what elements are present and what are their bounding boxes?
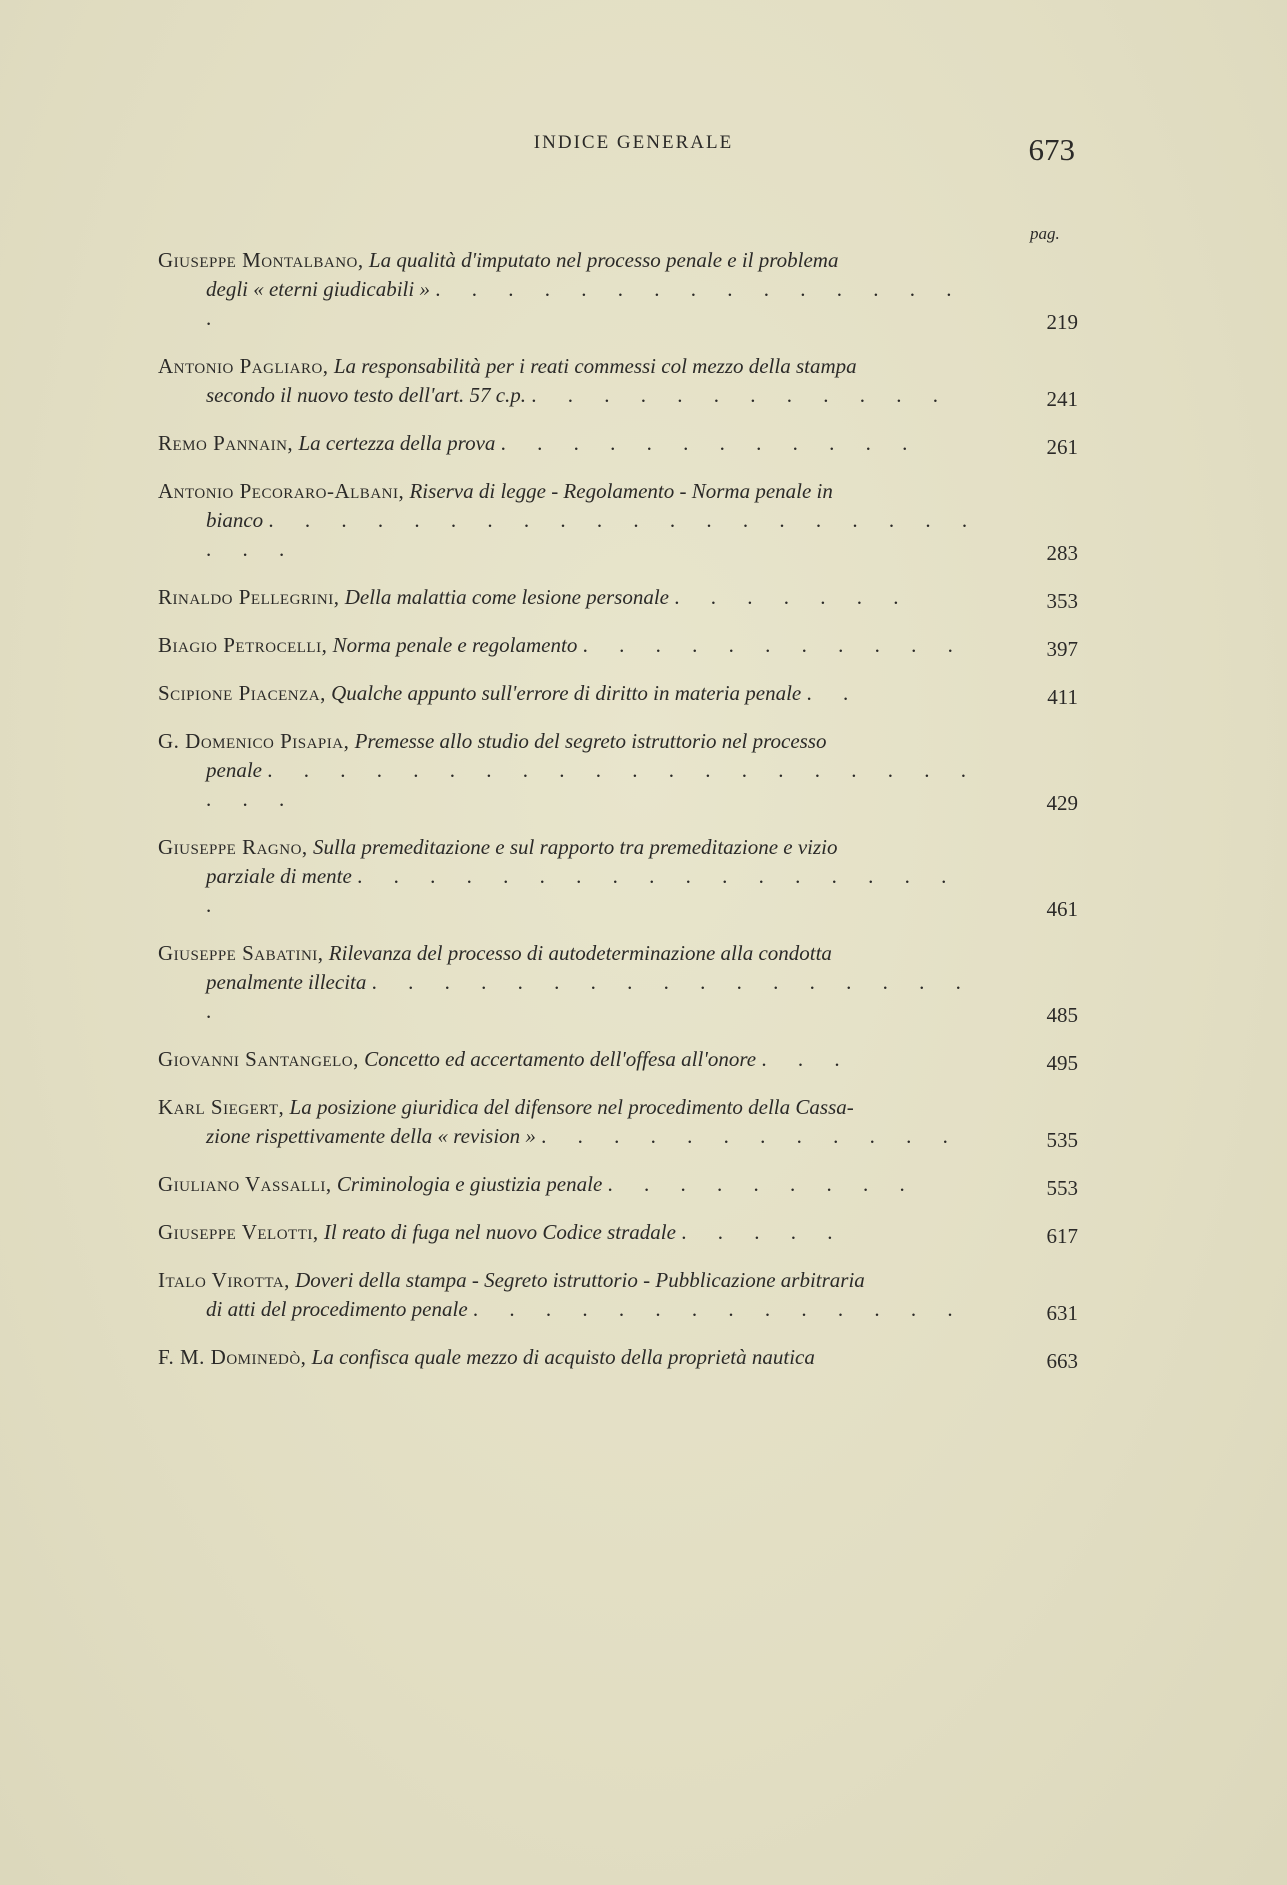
toc-page-number: 353 [1046, 589, 1078, 613]
toc-title-continued: penale [206, 758, 262, 782]
toc-page-number: 495 [1046, 1051, 1078, 1075]
toc-entry-line [158, 246, 993, 275]
toc-author: Italo Virotta, [158, 1268, 290, 1292]
toc-author: G. Domenico Pisapia, [158, 729, 350, 753]
toc-page-number: 485 [1046, 1003, 1078, 1027]
toc-page-number: 283 [1046, 541, 1078, 565]
dot-leader: . . . . . . . . . . . . [500, 431, 921, 455]
toc-title-continued: parziale di mente [206, 864, 352, 888]
toc-title-continued: penalmente illecita [206, 970, 367, 994]
dot-leader: . . . . . . . . . . . . . . . . . . . . . . . [206, 758, 979, 811]
dot-leader: . . . . . . . . . . . . . . . . [206, 277, 965, 330]
toc-entry-line [158, 352, 993, 381]
toc-author: Karl Siegert, [158, 1095, 285, 1119]
toc-entry [158, 1170, 1078, 1199]
toc-author: Antonio Pagliaro, [158, 354, 329, 378]
toc-author: Scipione Piacenza, [158, 681, 326, 705]
toc-entry-line [158, 381, 993, 410]
toc-entry-line [158, 968, 993, 1026]
toc-title-continued: secondo il nuovo testo dell'art. 57 c.p. [206, 383, 527, 407]
dot-leader: . . . . . . . . . . . . [541, 1124, 961, 1148]
toc-page-number: 429 [1046, 791, 1078, 815]
dot-leader: . . . . . . . . . . . . . . . . . . . . . . . [206, 508, 981, 561]
toc-title-continued: degli « eterni giudicabili » [206, 277, 430, 301]
toc-title: Sulla premeditazione e sul rapporto tra premeditazione e vizio [312, 835, 838, 859]
toc-entry-line [158, 862, 993, 920]
toc-entry-line [158, 275, 993, 333]
toc-entry-line [158, 1045, 993, 1074]
toc-entry-line [158, 833, 993, 862]
toc-entry [158, 583, 1078, 612]
toc-entry [158, 727, 1078, 814]
toc-entry-line [158, 583, 993, 612]
toc-title: La certezza della prova [298, 431, 496, 455]
toc-title: La confisca quale mezzo di acquisto della proprietà nautica [311, 1345, 815, 1369]
toc-entry [158, 246, 1078, 333]
toc-entry [158, 1093, 1078, 1151]
toc-entry-line [158, 939, 993, 968]
toc-page-number: 617 [1046, 1224, 1078, 1248]
toc-title: La posizione giuridica del difensore nel procedimento della Cassa- [289, 1095, 854, 1119]
toc-page-number: 631 [1046, 1301, 1078, 1325]
toc-author: Giuliano Vassalli, [158, 1172, 332, 1196]
toc-entry-line [158, 756, 993, 814]
toc-entry-line [158, 1218, 993, 1247]
toc-entry [158, 833, 1078, 920]
toc-entry-line [158, 1295, 993, 1324]
toc-entry [158, 1218, 1078, 1247]
toc-title: Doveri della stampa - Segreto istruttorio - Pubblicazione arbitraria [295, 1268, 865, 1292]
dot-leader: . . . . . . . . . [607, 1172, 918, 1196]
toc-entry-line [158, 1266, 993, 1295]
toc-page-number: 411 [1047, 685, 1078, 709]
toc-author: Giovanni Santangelo, [158, 1047, 359, 1071]
toc-entry-line [158, 1122, 993, 1151]
toc-entry-line [158, 1093, 993, 1122]
toc-page-number: 219 [1046, 310, 1078, 334]
toc-entry [158, 939, 1078, 1026]
toc-entry [158, 352, 1078, 410]
toc-title: Concetto ed accertamento dell'offesa all'onore [364, 1047, 757, 1071]
toc-author: Giuseppe Ragno, [158, 835, 308, 859]
toc-title-continued: bianco [206, 508, 264, 532]
dot-leader: . . [806, 681, 862, 705]
toc-entry-line [158, 1343, 993, 1372]
toc-title: Qualche appunto sull'errore di diritto in materia penale [331, 681, 802, 705]
toc-entry [158, 1343, 1078, 1372]
toc-entry [158, 477, 1078, 564]
toc-title: Il reato di fuga nel nuovo Codice stradale [323, 1220, 676, 1244]
toc-entry-line [158, 506, 993, 564]
toc-title-continued: di atti del procedimento penale [206, 1297, 468, 1321]
toc-entry-line [158, 727, 993, 756]
toc-entry [158, 1266, 1078, 1324]
toc-title: Riserva di legge - Regolamento - Norma penale in [409, 479, 833, 503]
toc-page-number: 397 [1046, 637, 1078, 661]
page-number: 673 [1028, 132, 1075, 167]
toc-page-number: 241 [1046, 387, 1078, 411]
toc-author: Antonio Pecoraro-Albani, [158, 479, 405, 503]
toc-author: Giuseppe Sabatini, [158, 941, 324, 965]
toc-entry [158, 429, 1078, 458]
toc-title: Rilevanza del processo di autodeterminazione alla condotta [328, 941, 832, 965]
toc-page-number: 553 [1046, 1176, 1078, 1200]
dot-leader: . . . [761, 1047, 853, 1071]
toc-page-number: 663 [1046, 1349, 1078, 1373]
toc-page-number: 535 [1046, 1128, 1078, 1152]
toc-author: Biagio Petrocelli, [158, 633, 328, 657]
toc-entry [158, 1045, 1078, 1074]
toc-entry-line [158, 1170, 993, 1199]
dot-leader: . . . . . [681, 1220, 846, 1244]
toc-title: Premesse allo studio del segreto istruttorio nel processo [354, 729, 827, 753]
toc-entry-line [158, 477, 993, 506]
dot-leader: . . . . . . . . . . . [582, 633, 966, 657]
toc-entry-line [158, 679, 993, 708]
toc-page-number: 461 [1046, 897, 1078, 921]
toc-entry [158, 679, 1078, 708]
toc-entry-line [158, 631, 993, 660]
toc-title: La qualità d'imputato nel processo penale e il problema [368, 248, 839, 272]
dot-leader: . . . . . . . . . . . . [531, 383, 952, 407]
toc-entry-line [158, 429, 993, 458]
toc-title: La responsabilità per i reati commessi col mezzo della stampa [333, 354, 857, 378]
dot-leader: . . . . . . . . . . . . . . [472, 1297, 966, 1321]
toc-author: Giuseppe Velotti, [158, 1220, 319, 1244]
toc-title-continued: zione rispettivamente della « revision » [206, 1124, 536, 1148]
dot-leader: . . . . . . . . . . . . . . . . . . [206, 970, 974, 1023]
toc-title: Della malattia come lesione personale [344, 585, 670, 609]
dot-leader: . . . . . . . [674, 585, 912, 609]
running-head: INDICE GENERALE [533, 132, 734, 153]
toc-page-number: 261 [1046, 435, 1078, 459]
page-column-label: pag. [1030, 224, 1060, 243]
toc-title: Norma penale e regolamento [332, 633, 578, 657]
toc-author: Remo Pannain, [158, 431, 294, 455]
toc-author: Rinaldo Pellegrini, [158, 585, 340, 609]
toc-entry [158, 631, 1078, 660]
toc-author: F. M. Dominedò, [158, 1345, 307, 1369]
dot-leader: . . . . . . . . . . . . . . . . . . [206, 864, 960, 917]
toc-title: Criminologia e giustizia penale [336, 1172, 603, 1196]
table-of-contents [158, 246, 1078, 1391]
toc-author: Giuseppe Montalbano, [158, 248, 364, 272]
